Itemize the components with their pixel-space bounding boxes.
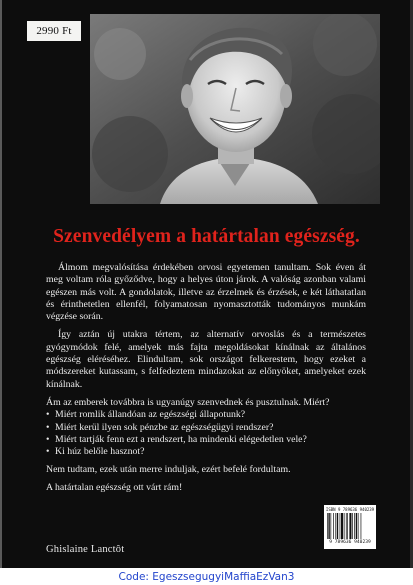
question-list	[46, 409, 366, 458]
question-text: Miért tartják fenn ezt a rendszert, ha mindenki elégedetlen vele?	[55, 433, 307, 445]
barcode-bar	[344, 513, 345, 539]
bullet-icon: •	[46, 421, 50, 433]
barcode-bar	[333, 513, 334, 539]
barcode-bar	[352, 513, 353, 539]
barcode-bar	[341, 513, 343, 539]
question-text: Miért romlik állandóan az egészségi állapotunk?	[55, 409, 246, 421]
bullet-icon: •	[46, 409, 50, 421]
author-name: Ghislaine Lanctôt	[46, 544, 125, 555]
bullet-icon: •	[46, 433, 50, 445]
barcode-bar	[361, 513, 362, 539]
barcode-bar	[358, 513, 359, 539]
question-intro: Ám az emberek továbbra is ugyanúgy szenvednek és pusztulnak. Miért?	[46, 396, 330, 408]
price-tag: 2990 Ft	[27, 21, 81, 41]
barcode-bar	[356, 513, 357, 539]
closing-line: A határtalan egészség ott várt rám!	[46, 481, 183, 493]
headline: Szenvedélyem a határtalan egészség.	[53, 226, 360, 247]
author-photo	[90, 14, 380, 204]
barcode-bar	[347, 513, 348, 539]
barcode-bar	[349, 513, 351, 539]
barcode-bar	[328, 513, 329, 539]
question-text: Ki húz belőle hasznot?	[55, 446, 145, 458]
barcode-bar	[335, 513, 336, 539]
paragraph: Így aztán új utakra tértem, az alternatív orvoslás és a természetes gyógymódok felé, amelyek más fajta megoldásokat kínálnak az általános egészség eléréséhez. Elindultam, sok országot felkerestem, hogy ezeket a módszereket kutassam, s felfedeztem mindazokat az előnyöket, amelyeket ezek kínálnak.	[46, 329, 366, 390]
barcode-bar	[340, 513, 341, 539]
barcode-bars	[327, 513, 373, 539]
author-portrait-image	[90, 14, 380, 204]
barcode-bar	[327, 513, 328, 539]
barcode	[324, 505, 376, 549]
barcode-number: 9 789636 940239	[329, 540, 371, 545]
list-item	[46, 422, 366, 434]
barcode-bar	[354, 513, 355, 539]
question-text: Miért kerül ilyen sok pénzbe az egészségügyi rendszer?	[55, 421, 274, 433]
closing-line: Nem tudtam, ezek után merre induljak, ezért befelé fordultam.	[46, 464, 291, 476]
barcode-bar	[331, 513, 332, 539]
list-item	[46, 409, 366, 421]
barcode-bar	[346, 513, 347, 539]
barcode-bar	[337, 513, 338, 539]
description-text	[46, 262, 366, 494]
bullet-icon: •	[46, 446, 50, 458]
code-caption: Code: EgeszsegugyiMaffiaEzVan3	[118, 571, 295, 583]
list-item	[46, 434, 366, 446]
barcode-isbn: ISBN 9 789636 940239	[325, 507, 375, 512]
paragraph: Álmom megvalósítása érdekében orvosi egyetemen tanultam. Sok éven át meg voltam róla győződve, hogy a helyes úton járok. A valóság azonban valami egészen más volt. A gondolatok, illetve az érzelmek és érzések, e két láthatatlan és érinthetetlen ellenfél, folyamatosan nyomasztották tudományos munkám végzése során.	[46, 262, 366, 323]
list-item	[46, 446, 366, 458]
